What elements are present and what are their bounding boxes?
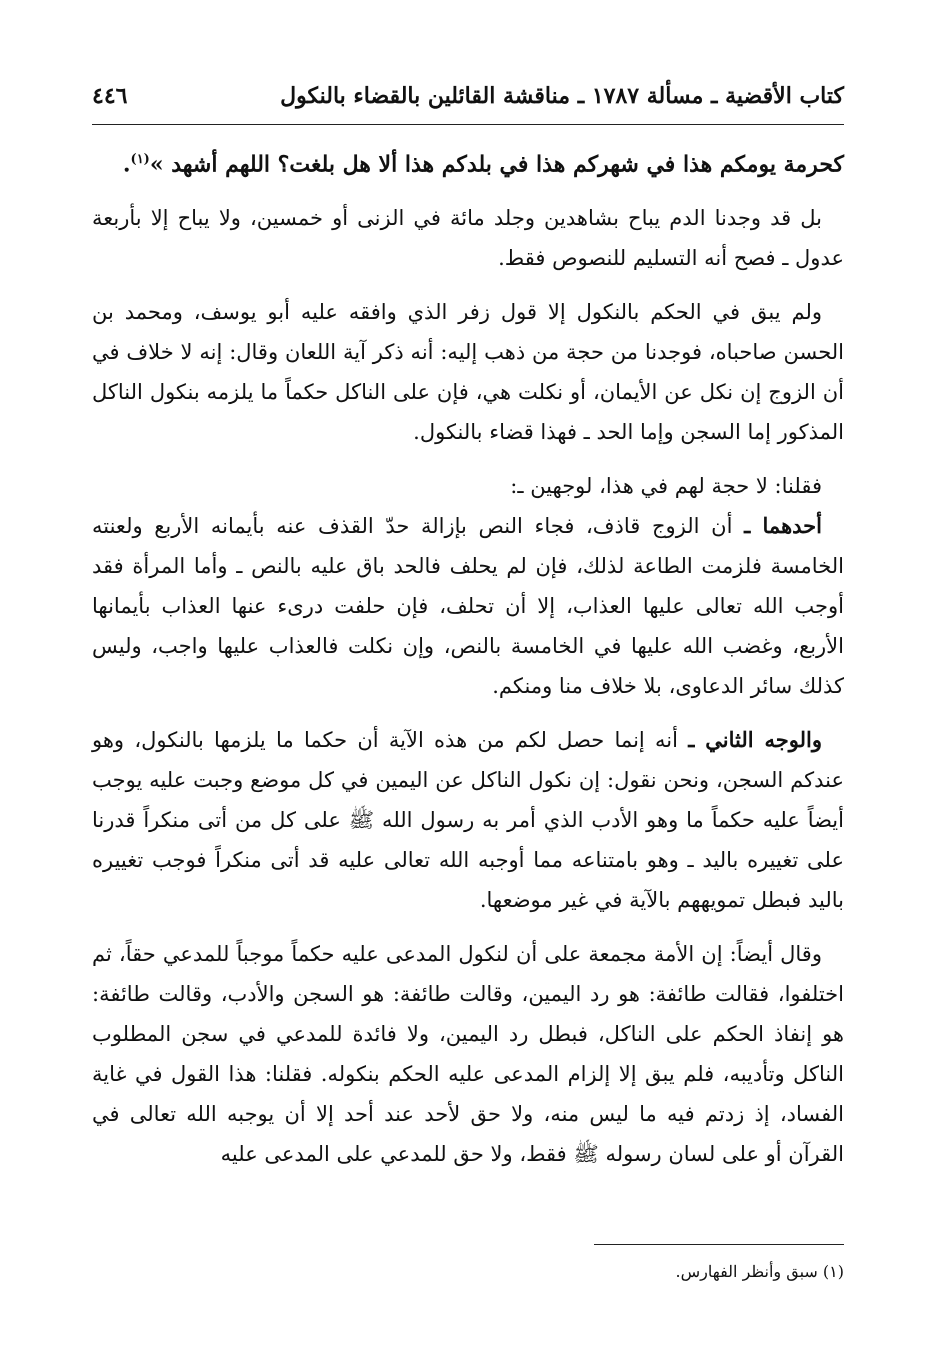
paragraph-witnesses: بل قد وجدنا الدم يباح بشاهدين وجلد مائة في الزنى أو خمسين، ولا يباح إلا بأربعة عدول ـ فصح أنه التسليم للنصوص فقط.	[92, 206, 844, 271]
second-aspect-text: أنه إنما حصل لكم من هذه الآية أن حكما ما يلزمها بالنكول، وهو عندكم السجن، ونحن نقول: إن نكول الناكل عن اليمين في كل موضع وجبت عليه يوجب أيضاً عليه حكماً ما وهو الأدب الذي أمر به رسول الله ﷺ على كل من أتى منكراً قدرنا على تغييره باليد ـ وهو بامتناعه مما أوجبه الله تعالى عليه قد أتى منكراً فوجب تغييره باليد فبطل تمويههم بالآية في غير موضعها.	[92, 728, 844, 913]
footnote-reference: (١)	[130, 152, 150, 167]
footnote: (١) سبق وأنظر الفهارس.	[675, 1262, 844, 1281]
paragraph-hadith-end	[92, 140, 844, 184]
paragraph-consensus: وقال أيضاً: إن الأمة مجمعة على أن لنكول المدعى عليه حكماً موجباً للمدعي حقاً، ثم اختلفوا، فقالت طائفة: هو رد اليمين، وقالت طائفة: هو السجن والأدب، وقالت طائفة: هو إنفاذ الحكم على الناكل، فبطل رد اليمين، ولا فائدة للمدعي في سجن المطلوب الناكل وتأديبه، فلم يبق إلا إلزام المدعى عليه الحكم بنكوله. فقلنا: هذا القول في غاية الفساد، إذ زدتم فيه ما ليس منه، ولا حق لأحد عند أحد إلا أن يوجبه الله تعالى في القرآن أو على لسان رسوله ﷺ فقط، ولا حق للمدعي على المدعى عليه	[92, 942, 844, 1167]
page-number: ٤٤٦	[92, 83, 128, 109]
main-text	[92, 140, 844, 1174]
paragraph-two-aspects: فقلنا: لا حجة لهم في هذا، لوجهين ـ:	[510, 474, 822, 499]
book-page	[92, 0, 844, 1370]
header-rule	[92, 124, 844, 125]
hadith-end-mark: .	[122, 151, 131, 178]
paragraph-first-aspect	[92, 506, 844, 706]
paragraph-second-aspect	[92, 720, 844, 920]
paragraph-zufar: ولم يبق في الحكم بالنكول إلا قول زفر الذي وافقه عليه أبو يوسف، ومحمد بن الحسن صاحباه، فوجدنا من حجة من ذهب إليه: أنه ذكر آية اللعان وقال: إنه لا خلاف في أن الزوج إن نكل عن الأيمان، أو نكلت هي، فإن على الناكل حكماً ما يلزمه بنكول الناكل المذكور إما السجن وإما الحد ـ فهذا قضاء بالنكول.	[92, 300, 844, 445]
running-header	[92, 76, 844, 116]
hadith-text: كحرمة يومكم هذا في شهركم هذا في بلدكم هذا ألا هل بلغت؟ اللهم أشهد »	[149, 151, 844, 178]
footnote-rule	[594, 1244, 844, 1245]
first-aspect-text: أن الزوج قاذف، فجاء النص بإزالة حدّ القذف عنه بأيمانه الأربع ولعنته الخامسة فلزمت الطاعة لذلك، فإن لم يحلف فالحد باق عليه بالنص ـ وأما المرأة فقد أوجب الله تعالى عليها العذاب، إلا أن تحلف، فإن حلفت درىء عنها العذاب بأيمانها الأربع، وغضب الله عليها في الخامسة بالنص، وإن نكلت فالعذاب عليها واجب، وليس كذلك سائر الدعاوى، بلا خلاف منا ومنكم.	[92, 514, 844, 699]
header-title: كتاب الأقضية ـ مسألة ١٧٨٧ ـ مناقشة القائلين بالقضاء بالنكول	[280, 83, 844, 109]
second-aspect-lead: والوجه الثاني ـ	[688, 727, 822, 753]
first-aspect-lead: أحدهما ـ	[744, 513, 822, 539]
